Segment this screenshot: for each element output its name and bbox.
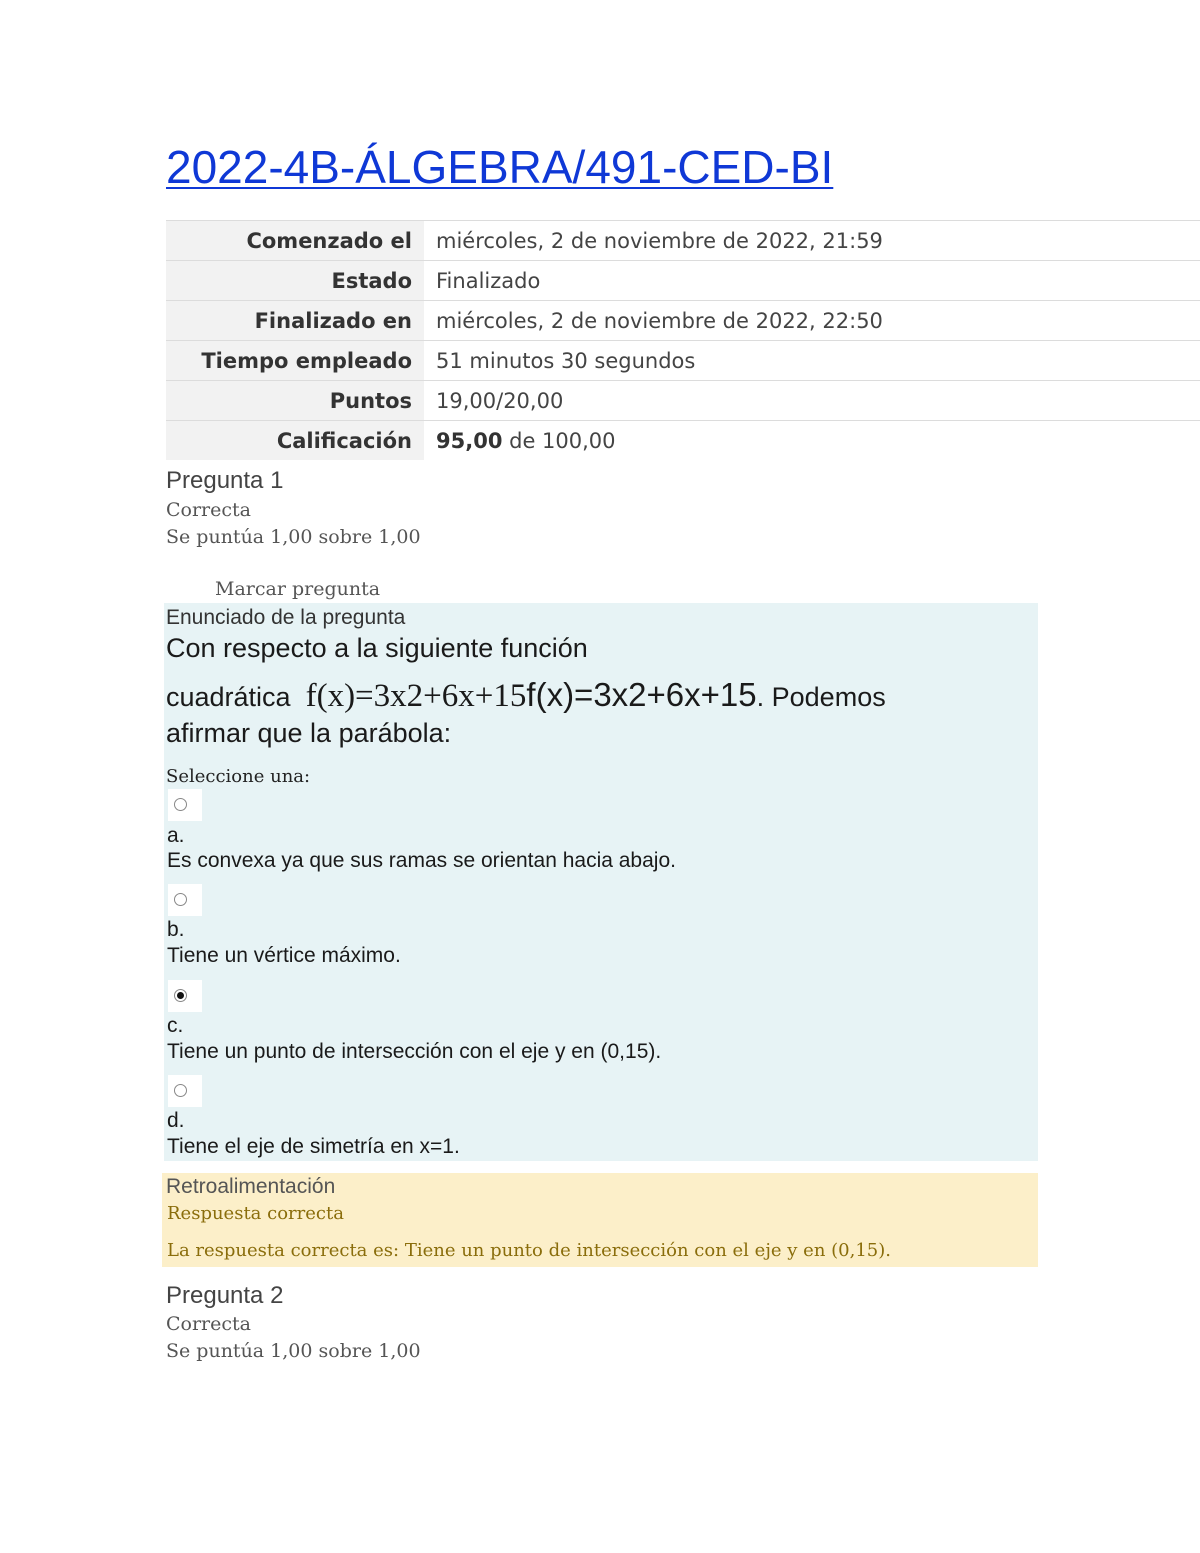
summary-value: 51 minutos 30 segundos	[436, 349, 696, 373]
question-1-title: Pregunta 1	[166, 467, 284, 494]
question-2-status: Correcta	[166, 1313, 251, 1335]
radio-checked-icon	[174, 989, 187, 1002]
option-d-letter: d.	[167, 1109, 185, 1132]
radio-icon	[174, 893, 187, 906]
grade-score: 95,00	[436, 429, 503, 453]
feedback-label: Retroalimentación	[166, 1175, 336, 1198]
option-a-text[interactable]: Es convexa ya que sus ramas se orientan hacia abajo.	[167, 849, 676, 872]
formula-plain: f(x)=3x2+6x+15	[526, 676, 757, 713]
question-text-after: . Podemos	[756, 682, 886, 712]
question-text-line-3: afirmar que la parábola:	[166, 718, 452, 748]
summary-label: Tiempo empleado	[166, 341, 424, 381]
question-2-points: Se puntúa 1,00 sobre 1,00	[166, 1340, 421, 1362]
question-1-points: Se puntúa 1,00 sobre 1,00	[166, 526, 421, 548]
summary-label: Finalizado en	[166, 301, 424, 341]
option-b-text[interactable]: Tiene un vértice máximo.	[167, 944, 401, 967]
radio-option-d[interactable]	[168, 1075, 202, 1107]
radio-option-c[interactable]	[168, 980, 202, 1012]
summary-label: Calificación	[166, 421, 424, 461]
question-1-content	[164, 603, 1038, 1161]
flag-question-link[interactable]: Marcar pregunta	[215, 578, 381, 600]
summary-row-finished	[166, 301, 1200, 341]
formula-math: f(x)=3x2+6x+15	[305, 678, 527, 714]
summary-row-points	[166, 381, 1200, 421]
summary-row-state	[166, 261, 1200, 301]
radio-option-b[interactable]	[168, 884, 202, 916]
grade-suffix: de 100,00	[509, 429, 616, 453]
attempt-summary-table	[166, 220, 1200, 460]
radio-icon	[174, 798, 187, 811]
summary-value: miércoles, 2 de noviembre de 2022, 22:50	[436, 309, 883, 333]
summary-row-time-taken	[166, 341, 1200, 381]
option-b-letter: b.	[167, 918, 185, 941]
radio-option-a[interactable]	[168, 789, 202, 821]
question-text-word: cuadrática	[166, 682, 291, 712]
question-1-status: Correcta	[166, 499, 251, 521]
option-c-letter: c.	[167, 1014, 184, 1037]
feedback-box	[162, 1173, 1038, 1267]
radio-icon	[174, 1084, 187, 1097]
statement-label: Enunciado de la pregunta	[166, 606, 406, 629]
summary-row-grade	[166, 421, 1200, 461]
summary-label: Comenzado el	[166, 221, 424, 261]
summary-value: miércoles, 2 de noviembre de 2022, 21:59	[436, 229, 883, 253]
summary-value	[424, 421, 1200, 461]
option-d-text[interactable]: Tiene el eje de simetría en x=1.	[167, 1135, 460, 1158]
option-a-letter: a.	[167, 824, 185, 847]
summary-value: Finalizado	[436, 269, 541, 293]
question-text-line-1: Con respecto a la siguiente función	[166, 633, 588, 663]
feedback-result: Respuesta correcta	[167, 1203, 344, 1224]
question-2-title: Pregunta 2	[166, 1282, 284, 1309]
summary-label: Estado	[166, 261, 424, 301]
option-c-text[interactable]: Tiene un punto de intersección con el eje y en (0,15).	[167, 1040, 662, 1063]
select-one-prompt: Seleccione una:	[166, 766, 311, 787]
summary-row-started	[166, 221, 1200, 261]
course-title-link[interactable]: 2022-4B-ÁLGEBRA/491-CED-BI	[166, 141, 834, 193]
summary-label: Puntos	[166, 381, 424, 421]
summary-value: 19,00/20,00	[436, 389, 564, 413]
feedback-correct-answer: La respuesta correcta es: Tiene un punto de intersección con el eje y en (0,15).	[167, 1240, 891, 1261]
